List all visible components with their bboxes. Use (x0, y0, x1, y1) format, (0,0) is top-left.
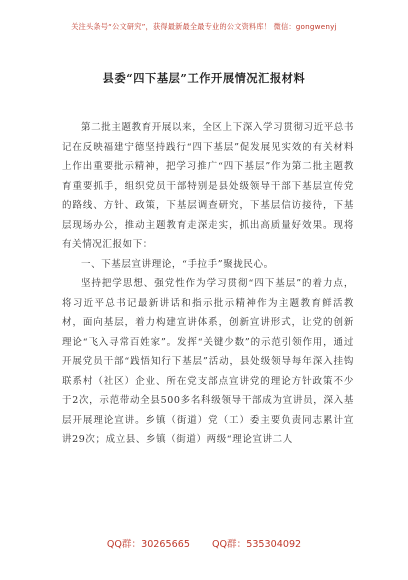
document-title: 县委“四下基层”工作开展情况汇报材料 (102, 71, 306, 85)
section-heading: 一、下基层宣讲理论，“手拉手”聚拢民心。 (81, 258, 274, 270)
qq-group-2: QQ群：535304092 (211, 539, 302, 550)
qq-group-1: QQ群：30265665 (106, 539, 190, 550)
body-paragraph: 坚持把学思想、强党性作为学习贯彻“四下基层”的着力点，将习近平总书记最新讲话和指示批示精神作为主题教育鲜活教材，面向基层，着力构建宣讲体系，创新宣讲形式，让党的创新理论“飞入寻常百姓家”。发挥“关键少数”的示范引领作用，通过开展党员干部“践悟知行下基层”活动，县处级领导每年深入挂钩联系村（社区）企业、所在党支部点宣讲党的理论方针政策不少于2次，示范带动全县500多名科级领导干部成为宣讲员，深入基层开展理论宣讲。乡镇（街道）党（工）委主要负责同志累计宣讲29次；成立县、乡镇（街道）两级“理论宣讲二人 (62, 278, 354, 445)
intro-paragraph: 第二批主题教育开展以来，全区上下深入学习贯彻习近平总书记在反映福建宁德坚持践行“四下基层”促发展见实效的有关材料上作出重要批示精神，把学习推广“四下基层”作为第二批主题教育重要抓手，组织党员干部特别是县处级领导干部下基层宣传党的路线、方针、政策，下基层调查研究，下基层信访接待，下基层现场办公，推动主题教育走深走实，抓出高质量好效果。现将有关情况汇报如下： (62, 122, 354, 250)
qq-group-footer (0, 536, 408, 550)
document-body (62, 118, 354, 450)
promo-banner: 关注头条号“公文研究”，获得最新最全最专业的公文资料库！ 微信：gongwenyj (71, 22, 337, 31)
